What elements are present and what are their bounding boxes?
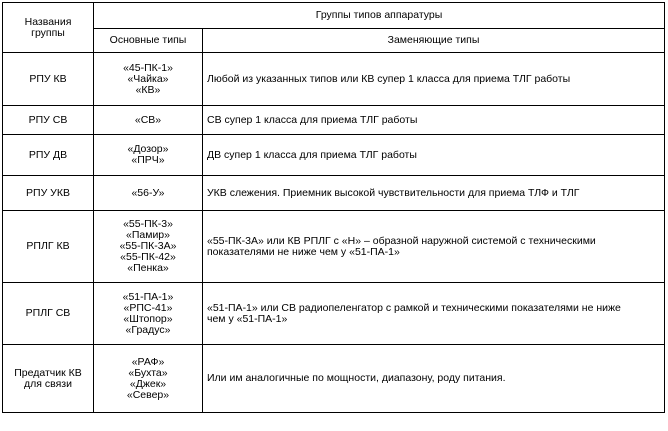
header-group-name (3, 3, 94, 53)
cell-text-line: «55-ПК-3А» или КВ РПЛГ с «Н» – образной наружной системой с техническими (207, 234, 596, 247)
cell-text-line: СВ супер 1 класса для приема ТЛГ работы (207, 113, 418, 126)
cell-text-line: «Чайка» (127, 72, 169, 85)
cell-text-line: «Пенка» (127, 262, 169, 274)
replacement-cell (203, 211, 665, 283)
table-row (3, 53, 665, 106)
group-cell (3, 53, 94, 106)
replacement-cell (203, 106, 665, 135)
cell-text-line: показателями не ниже чем у «51-ПА-1» (207, 245, 400, 258)
group-cell (3, 135, 94, 176)
base-types-cell (94, 135, 203, 176)
equipment-table (2, 2, 665, 413)
header-base-types: Основные типы (94, 29, 203, 53)
base-types-cell (94, 176, 203, 211)
table-row (3, 345, 665, 413)
base-types-cell (94, 53, 203, 106)
cell-text-line: «ПРЧ» (131, 154, 165, 166)
cell-text-line: «Градус» (125, 323, 171, 336)
cell-text-line: Или им аналогичные по мощности, диапазону, роду питания. (207, 372, 506, 384)
replacement-cell (203, 345, 665, 413)
table-row (3, 211, 665, 283)
cell-text-line: «Джек» (129, 377, 167, 390)
cell-text-line: ДВ супер 1 класса для приема ТЛГ работы (207, 148, 417, 161)
header-row-sub (3, 29, 665, 53)
replacement-cell (203, 176, 665, 211)
cell-text-line: «Дозор» (127, 143, 169, 155)
group-cell (3, 106, 94, 135)
base-types-cell (94, 211, 203, 283)
cell-text-line: РПЛГ КВ (26, 240, 70, 252)
group-cell (3, 283, 94, 345)
cell-text-line: Любой из указанных типов или КВ супер 1 класса для приема ТЛГ работы (207, 72, 571, 85)
replacement-cell (203, 135, 665, 176)
header-equipment-groups: Группы типов аппаратуры (94, 3, 665, 29)
base-types-cell (94, 345, 203, 413)
cell-text-line: «51-ПА-1» (122, 290, 174, 303)
cell-text-line: «Бухта» (128, 366, 168, 379)
base-types-cell (94, 106, 203, 135)
cell-text-line: РПУ УКВ (26, 186, 70, 199)
cell-text-line: РПУ КВ (29, 72, 67, 85)
table-row (3, 135, 665, 176)
cell-text-line: «45-ПК-1» (123, 61, 173, 74)
group-cell (3, 211, 94, 283)
table-row (3, 176, 665, 211)
cell-text-line: «РПС-41» (123, 301, 173, 314)
cell-text-line: «55-ПК-42» (120, 251, 176, 263)
header-row-top (3, 3, 665, 29)
table-row (3, 283, 665, 345)
cell-text-line: для связи (24, 377, 72, 390)
cell-text-line: «Север» (126, 388, 170, 401)
base-types-cell (94, 283, 203, 345)
cell-text-line: «СВ» (134, 113, 162, 126)
cell-text-line: Предатчик КВ (14, 366, 82, 379)
table-row (3, 106, 665, 135)
header-replacement-types: Заменяющие типы (203, 29, 665, 53)
cell-text-line: группы (31, 26, 65, 39)
cell-text-line: Названия (24, 15, 72, 28)
cell-text-line: «РАФ» (131, 355, 165, 368)
cell-text-line: РПУ ДВ (28, 148, 68, 161)
replacement-cell (203, 53, 665, 106)
cell-text-line: УКВ слежения. Приемник высокой чувствительности для приема ТЛФ и ТЛГ (207, 186, 580, 199)
cell-text-line: «55-ПК-3» (123, 218, 173, 230)
cell-text-line: «Памир» (126, 229, 170, 241)
cell-text-line: «55-ПК-3А» (119, 240, 177, 252)
replacement-cell (203, 283, 665, 345)
cell-text-line: «Штопор» (123, 312, 173, 325)
cell-text-line: «КВ» (135, 83, 161, 96)
group-cell (3, 345, 94, 413)
cell-text-line: РПЛГ СВ (25, 307, 71, 319)
group-cell (3, 176, 94, 211)
cell-text-line: «56-У» (131, 186, 165, 199)
cell-text-line: «51-ПА-1» или СВ радиопеленгатор с рамкой и техническими показателями не ниже (207, 301, 621, 314)
cell-text-line: чем у «51-ПА-1» (207, 312, 288, 325)
cell-text-line: РПУ СВ (28, 113, 68, 126)
